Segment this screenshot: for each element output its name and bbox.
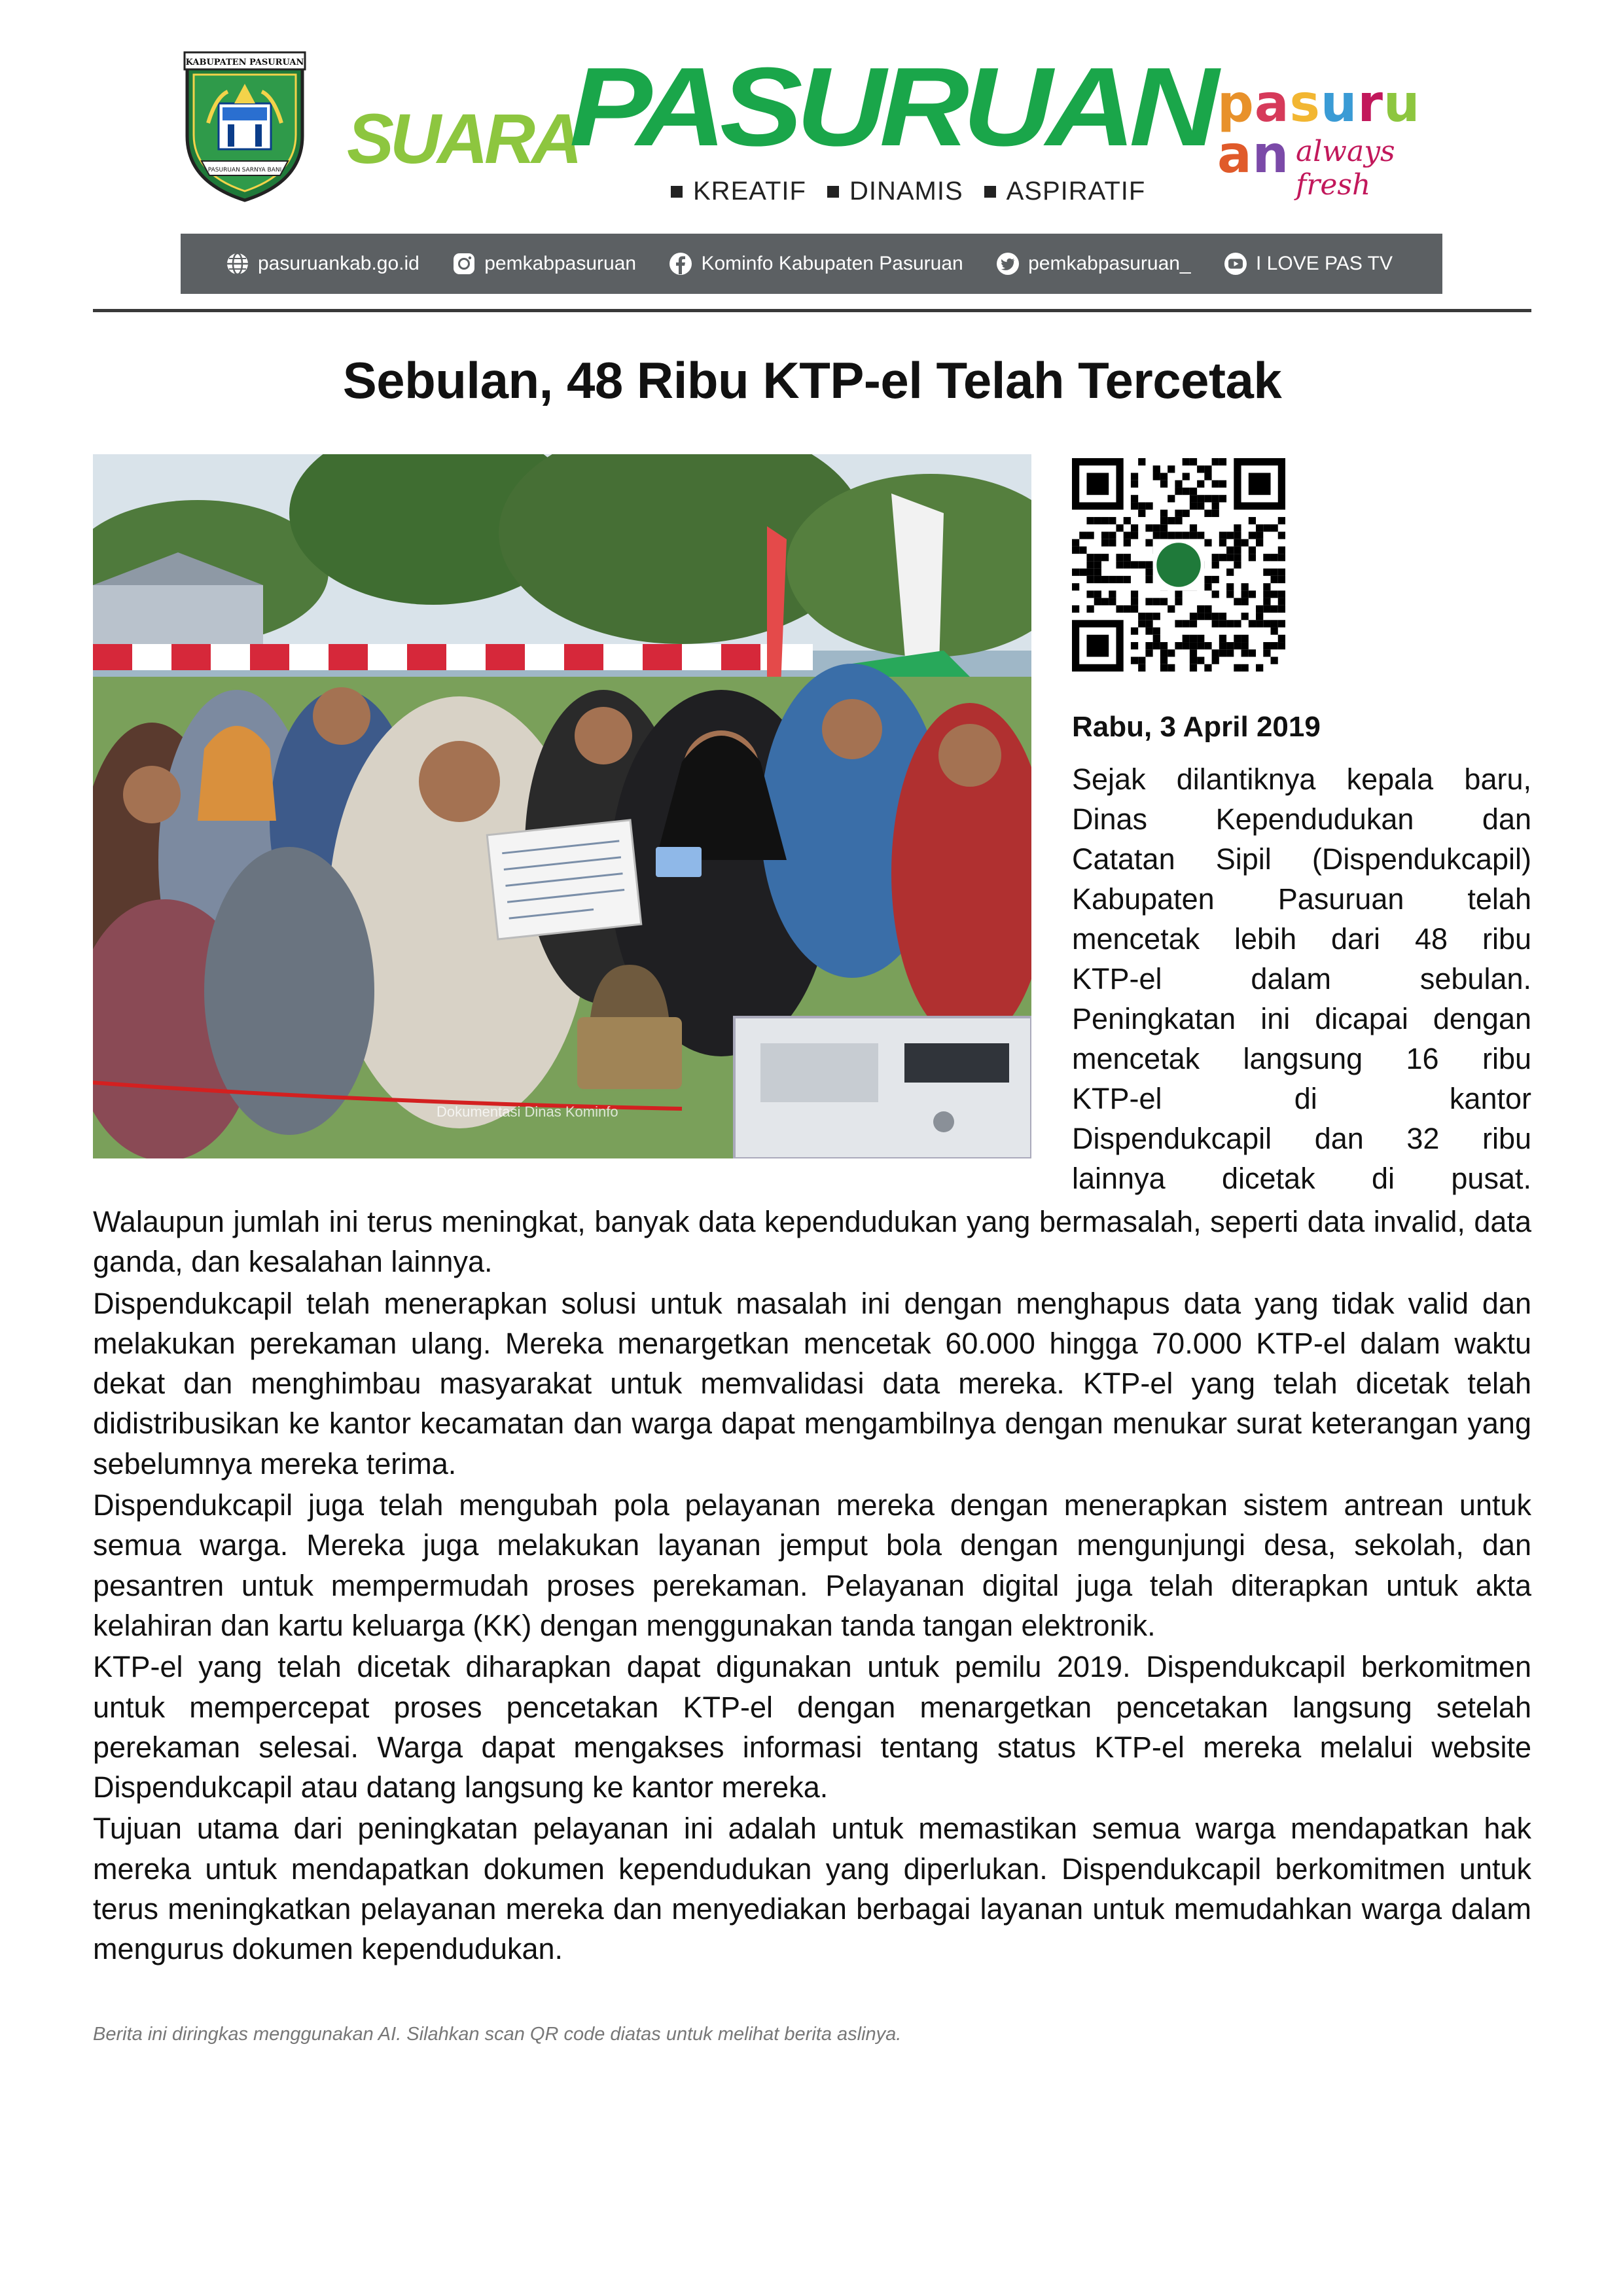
social-twitter[interactable] [995,251,1191,276]
brand-sub: always fresh [1296,135,1395,202]
lead-text-line: mencetak lebih dari 48 ribu [1072,922,1531,956]
crest-motto: PASURUAN SARNYA BANI [207,167,282,173]
masthead-suara: SUARA [347,99,579,178]
lead-text-line: KTP-el di kantor [1072,1082,1531,1115]
lead-text-line: lainnya dicetak di pusat. [1072,1162,1531,1195]
lead-text-line: Catatan Sipil (Dispendukcapil) [1072,842,1531,876]
article-body [93,1202,1531,1971]
masthead-tagline [671,177,1145,206]
brand-letter: s [1289,75,1321,134]
brand-letter: u [1320,75,1358,134]
social-label: pasuruankab.go.id [258,253,419,274]
social-bar [181,234,1442,294]
facebook-icon [668,251,693,276]
brand-letter: u [1383,75,1421,134]
ai-summary-footnote: Berita ini diringkas menggunakan AI. Silahkan scan QR code diatas untuk melihat berita aslinya. [93,2024,902,2045]
tagline-text: KREATIF [693,177,806,206]
square-bullet-icon [827,186,839,198]
body-paragraph: Dispendukcapil telah menerapkan solusi untuk masalah ini dengan menghapus data yang tidak valid dan melakukan perekaman ulang. Mereka menargetkan mencetak 60.000 hingga 70.000 KTP-el dalam waktu dekat dan menghimbau masyarakat untuk memvalidasi data mereka. KTP-el yang telah dicetak telah didistribusikan ke kantor kecamatan dan warga dapat mengambilnya dengan menukar surat keterangan yang sebelumnya mereka terima. [93,1286,1531,1480]
lead-text-line: Sejak dilantiknya kepala baru, [1072,762,1531,796]
lead-text-line: Peningkatan ini dicapai dengan [1072,1002,1531,1035]
lead-text-line: Dispendukcapil dan 32 ribu [1072,1122,1531,1155]
body-paragraph: Dispendukcapil juga telah mengubah pola pelayanan mereka dengan menerapkan sistem antrean untuk semua warga. Mereka juga melakukan layanan jemput bola dengan mengunjungi desa, sekolah, dan pesantren untuk mempermudah proses perekaman. Pelayanan digital juga telah diterapkan untuk akta kelahiran dan kartu keluarga (KK) dengan menggunakan tanda tangan elektronik. [93,1488,1531,1642]
square-bullet-icon [984,186,996,198]
article-date: Rabu, 3 April 2019 [1072,711,1321,743]
regency-crest-icon [182,51,308,203]
lead-text-line: mencetak langsung 16 ribu [1072,1042,1531,1075]
social-label: pemkabpasuruan [484,253,637,274]
brand-letter: a [1217,126,1253,185]
qr-code-icon[interactable] [1072,458,1285,672]
header-divider [93,309,1531,312]
body-paragraph: Walaupun jumlah ini terus meningkat, banyak data kependudukan yang bermasalah, seperti data invalid, data ganda, dan kesalahan lainnya. [93,1205,1531,1279]
tagline-item [827,177,963,206]
lead-text-line: Dinas Kependudukan dan [1072,802,1531,836]
brand-letter: r [1357,75,1383,134]
lead-text-line: Kabupaten Pasuruan telah [1072,882,1531,916]
tagline-item [984,177,1146,206]
lead-text-line: KTP-el dalam sebulan. [1072,962,1531,996]
tourism-brand-logo [1217,75,1453,202]
photo-credit: Dokumentasi Dinas Kominfo [437,1103,618,1120]
social-label: Kominfo Kabupaten Pasuruan [701,253,963,274]
youtube-icon [1223,251,1248,276]
brand-letter: p [1217,75,1255,134]
social-instagram[interactable] [452,251,636,276]
article-lead-text [1072,759,1531,1198]
body-paragraph: Tujuan utama dari peningkatan pelayanan ini adalah untuk memastikan semua warga mendapatkan hak mereka untuk mendapatkan dokumen kependudukan yang diperlukan. Dispendukcapil berkomitmen untuk terus meningkatkan pelayanan mereka dan menyediakan berbagai layanan untuk memudahkan warga dalam mengurus dokumen kependudukan. [93,1812,1531,1966]
page-header [0,0,1623,314]
social-website[interactable] [225,251,419,276]
social-facebook[interactable] [668,251,963,276]
article-title: Sebulan, 48 Ribu KTP-el Telah Tercetak [342,351,1282,409]
brand-letter: n [1252,126,1290,185]
masthead-logo [347,45,1213,208]
social-label: pemkabpasuruan_ [1028,253,1191,274]
masthead-pasuruan: PASURUAN [569,45,1213,170]
social-label: I LOVE PAS TV [1256,253,1393,274]
tagline-text: DINAMIS [849,177,963,206]
crest-label: KABUPATEN PASURUAN [185,58,304,67]
social-youtube[interactable] [1223,251,1393,276]
tagline-item [671,177,806,206]
body-paragraph: KTP-el yang telah dicetak diharapkan dapat digunakan untuk pemilu 2019. Dispendukcapil berkomitmen untuk mempercepat proses pencetakan KTP-el dengan menargetkan pencetakan langsung setelah perekaman selesai. Warga dapat mengakses informasi tentang status KTP-el mereka melalui website Dispendukcapil atau datang langsung ke kantor mereka. [93,1650,1531,1804]
square-bullet-icon [671,186,683,198]
twitter-icon [995,251,1020,276]
tagline-text: ASPIRATIF [1006,177,1146,206]
instagram-icon [452,251,476,276]
crowd-photo-illustration [93,454,1031,1158]
globe-icon [225,251,250,276]
article-photo [93,454,1031,1158]
brand-letter: a [1254,75,1290,134]
